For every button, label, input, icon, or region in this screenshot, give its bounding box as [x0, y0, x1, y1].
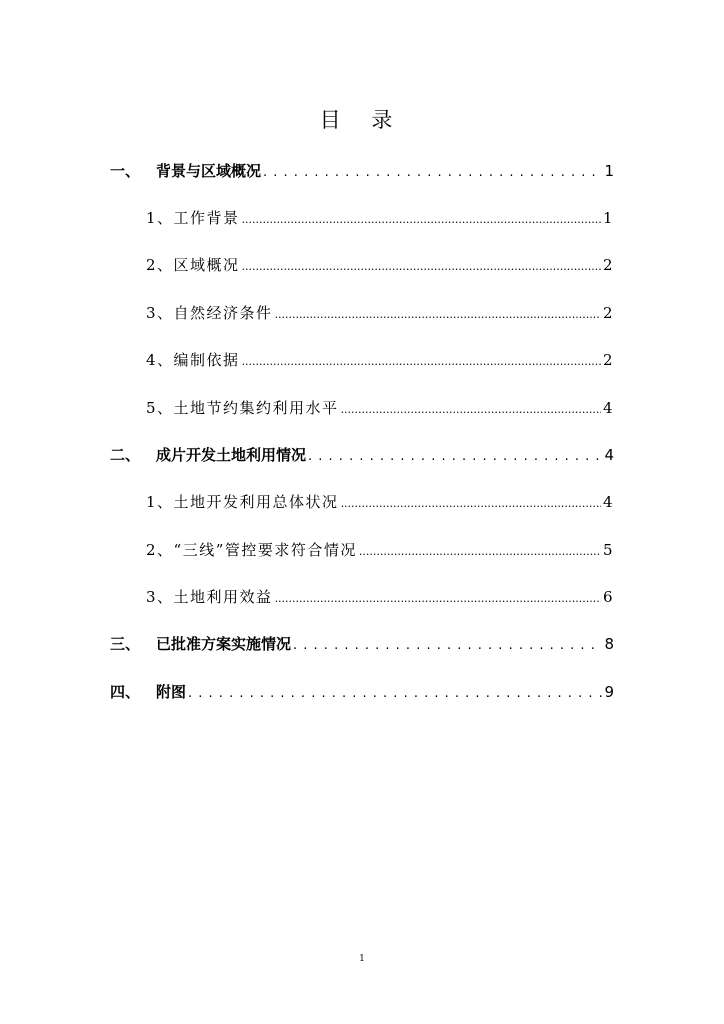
- toc-entry-label: “三线”管控要求符合情况: [173, 541, 357, 559]
- toc-entry[interactable]: [146, 397, 614, 418]
- toc-leader-dots: [359, 541, 601, 559]
- toc-leader-dots: [242, 351, 601, 369]
- toc-entry-number: 5、: [146, 399, 174, 417]
- toc-entry-label: 土地节约集约利用水平: [173, 399, 339, 417]
- toc-entry-label: 区域概况: [173, 256, 240, 274]
- toc-entry-number: 一、: [110, 162, 141, 180]
- toc-entry-page: 2: [602, 256, 614, 274]
- toc-entry-label: 编制依据: [173, 351, 240, 369]
- toc-entry-number: 二、: [110, 446, 141, 464]
- toc-leader-dots: [242, 256, 601, 274]
- toc-entry[interactable]: [110, 681, 614, 702]
- toc-entry-number: 四、: [110, 683, 141, 701]
- toc-entry-label: 工作背景: [173, 209, 240, 227]
- toc-entry-number: 三、: [110, 635, 141, 653]
- toc-entry-page: 2: [602, 351, 614, 369]
- toc-leader-dots: [263, 162, 602, 180]
- toc-entry-page: 1: [604, 162, 614, 180]
- toc-entry[interactable]: [146, 491, 614, 512]
- toc-entry[interactable]: [146, 349, 614, 370]
- toc-entry-page: 2: [602, 304, 614, 322]
- toc-entry-number: 3、: [146, 588, 174, 606]
- toc-entry-label: 附图: [156, 683, 187, 701]
- toc-entry[interactable]: [146, 207, 614, 228]
- toc-entry-number: 2、: [146, 541, 174, 559]
- page-title: 目 录: [319, 108, 405, 132]
- toc-leader-dots: [341, 399, 601, 417]
- toc-leader-dots: [275, 588, 601, 606]
- page-number: 1: [359, 954, 365, 964]
- toc-entry-label: 已批准方案实施情况: [156, 635, 292, 653]
- toc-entry[interactable]: [110, 444, 614, 465]
- toc-entry-label: 成片开发土地利用情况: [156, 446, 307, 464]
- toc-leader-dots: [308, 446, 602, 464]
- toc-entry[interactable]: [110, 633, 614, 654]
- toc-entry-number: 4、: [146, 351, 174, 369]
- toc-entry-page: 6: [602, 588, 614, 606]
- toc-entry-number: 1、: [146, 209, 174, 227]
- toc-entry-page: 1: [602, 209, 614, 227]
- toc-entry-label: 自然经济条件: [173, 304, 273, 322]
- toc-entry[interactable]: [146, 254, 614, 275]
- toc-leader-dots: [341, 493, 601, 511]
- toc-entry-page: 9: [604, 683, 614, 701]
- toc-entry-label: 土地利用效益: [173, 588, 273, 606]
- toc-entry-page: 5: [602, 541, 614, 559]
- toc-entry-number: 1、: [146, 493, 174, 511]
- toc-entry-label: 土地开发利用总体状况: [173, 493, 339, 511]
- toc-entry-page: 4: [602, 493, 614, 511]
- toc-entry[interactable]: [146, 302, 614, 323]
- toc-leader-dots: [293, 635, 602, 653]
- toc-entry-label: 背景与区域概况: [156, 162, 262, 180]
- toc-leader-dots: [188, 683, 602, 701]
- toc-leader-dots: [242, 209, 601, 227]
- toc-leader-dots: [275, 304, 601, 322]
- toc-entry-page: 4: [602, 399, 614, 417]
- toc-entry-page: 4: [604, 446, 614, 464]
- toc-entry-number: 3、: [146, 304, 174, 322]
- toc-entry[interactable]: [146, 539, 614, 560]
- toc-entry[interactable]: [110, 160, 614, 181]
- toc-entry-number: 2、: [146, 256, 174, 274]
- toc-entry-page: 8: [604, 635, 614, 653]
- toc-entry[interactable]: [146, 586, 614, 607]
